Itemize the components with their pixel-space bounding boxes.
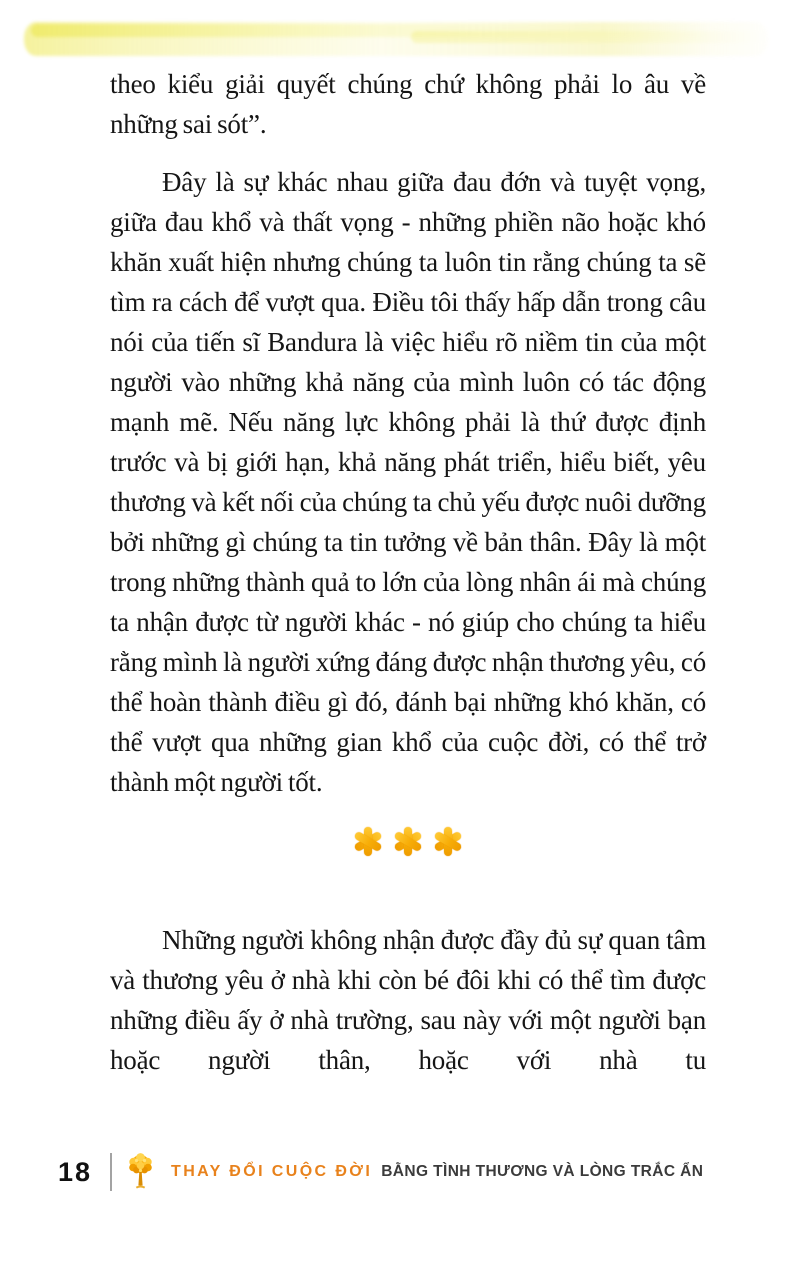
asterisk-flower-bar	[404, 827, 412, 856]
section-separator	[110, 818, 706, 864]
tree-logo	[122, 1151, 159, 1193]
asterisk-flower-icon	[355, 827, 382, 856]
asterisk-flower-icon	[435, 827, 462, 856]
asterisk-flower-bar	[364, 827, 372, 856]
watercolor-band	[24, 22, 768, 56]
page-number: 18	[58, 1156, 93, 1187]
tree-icon	[122, 1151, 159, 1193]
asterisk-flower-icon	[395, 827, 422, 856]
book-title-highlight: THAY ĐỔI CUỘC ĐỜI	[171, 1163, 373, 1180]
paragraph-continued: theo kiểu giải quyết chúng chứ không phải lo âu về những sai sót”.	[110, 69, 706, 139]
asterisk-flower-bar	[444, 827, 452, 856]
paragraph-new-section: Những người không nhận được đầy đủ sự quan tâm và thương yêu ở nhà khi còn bé đôi khi có thể tìm được những điều ấy ở nhà trường, sau này với một người bạn hoặc người thân, hoặc với nhà tu	[110, 925, 706, 1075]
paragraph-main: Đây là sự khác nhau giữa đau đớn và tuyệt vọng, giữa đau khổ và thất vọng - những phiền não hoặc khó khăn xuất hiện nhưng chúng ta luôn tin rằng chúng ta sẽ tìm ra cách để vượt qua. Điều tôi thấy hấp dẫn trong câu nói của tiến sĩ Bandura là việc hiểu rõ niềm tin của một người vào những khả năng của mình luôn có tác động mạnh mẽ. Nếu năng lực không phải là thứ được định trước và bị giới hạn, khả năng phát triển, hiểu biết, yêu thương và kết nối của chúng ta chủ yếu được nuôi dưỡng bởi những gì chúng ta tin tưởng về bản thân. Đây là một trong những thành quả to lớn của lòng nhân ái mà chúng ta nhận được từ người khác - nó giúp cho chúng ta hiểu rằng mình là người xứng đáng được nhận thương yêu, có thể hoàn thành điều gì đó, đánh bại những khó khăn, có thể vượt qua những gian khổ của cuộc đời, có thể trở thành một người tốt.	[110, 167, 706, 797]
footer-divider	[110, 1153, 112, 1191]
book-title-rest: BẰNG TÌNH THƯƠNG VÀ LÒNG TRẮC ẨN	[381, 1163, 704, 1180]
page-body	[110, 64, 706, 1080]
page-footer	[58, 1150, 703, 1194]
